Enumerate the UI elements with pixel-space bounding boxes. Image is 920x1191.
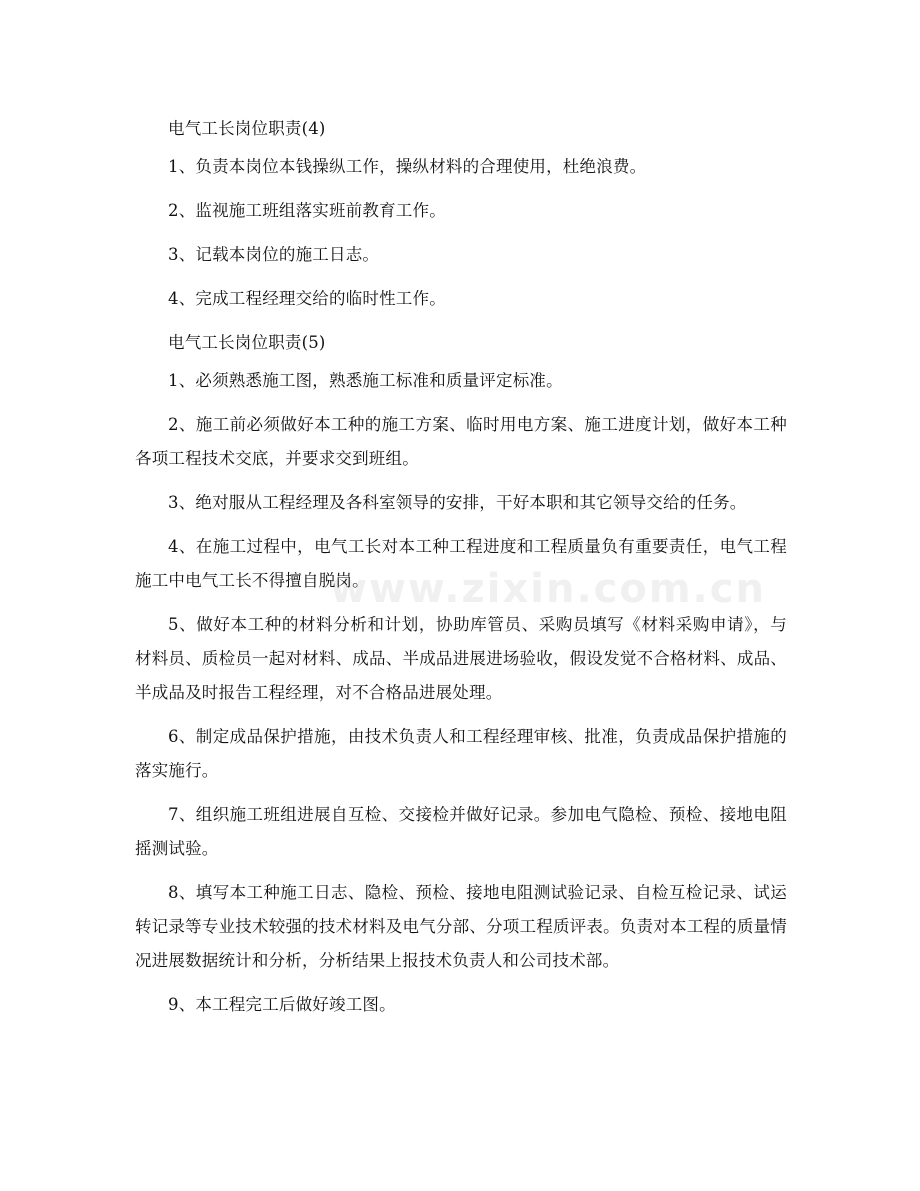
duty-item-5-1: 1、必须熟悉施工图，熟悉施工标准和质量评定标准。	[168, 371, 563, 390]
duty-item-5-4: 4、在施工过程中，电气工长对本工种工程进度和工程质量负有重要责任，电气工程施工中电气工长不得擅自脱岗。	[135, 537, 787, 590]
duty-item-5-7: 7、组织施工班组进展自互检、交接检并做好记录。参加电气隐检、预检、接地电阻摇测试验。	[135, 805, 787, 858]
document-body	[135, 112, 787, 1032]
duty-item-5-6: 6、制定成品保护措施，由技术负责人和工程经理审核、批准，负责成品保护措施的落实施行。	[135, 727, 787, 780]
duty-item-4-3: 3、记载本岗位的施工日志。	[168, 245, 380, 264]
watermark: www.zixin.com.cn	[330, 566, 766, 612]
section-heading-4: 电气工长岗位职责(4)	[168, 119, 326, 138]
duty-item-5-8: 8、填写本工种施工日志、隐检、预检、接地电阻测试验记录、自检互检记录、试运转记录等专业技术较强的技术材料及电气分部、分项工程质评表。负责对本工程的质量情况进展数据统计和分析，分析结果上报技术负责人和公司技术部。	[135, 883, 787, 970]
duty-item-4-1: 1、负责本岗位本钱操纵工作，操纵材料的合理使用，杜绝浪费。	[168, 157, 647, 176]
duty-item-5-9: 9、本工程完工后做好竣工图。	[168, 995, 396, 1014]
duty-item-4-4: 4、完成工程经理交给的临时性工作。	[168, 289, 446, 308]
duty-item-5-5: 5、做好本工种的材料分析和计划，协助库管员、采购员填写《材料采购申请》，与材料员、质检员一起对材料、成品、半成品进展进场验收，假设发觉不合格材料、成品、半成品及时报告工程经理，对不合格品进展处理。	[135, 615, 787, 702]
duty-item-5-3: 3、绝对服从工程经理及各科室领导的安排，干好本职和其它领导交给的任务。	[168, 493, 747, 512]
duty-item-5-2: 2、施工前必须做好本工种的施工方案、临时用电方案、施工进度计划，做好本工种各项工程技术交底，并要求交到班组。	[135, 415, 787, 468]
section-heading-5: 电气工长岗位职责(5)	[168, 333, 326, 352]
duty-item-4-2: 2、监视施工班组落实班前教育工作。	[168, 201, 446, 220]
